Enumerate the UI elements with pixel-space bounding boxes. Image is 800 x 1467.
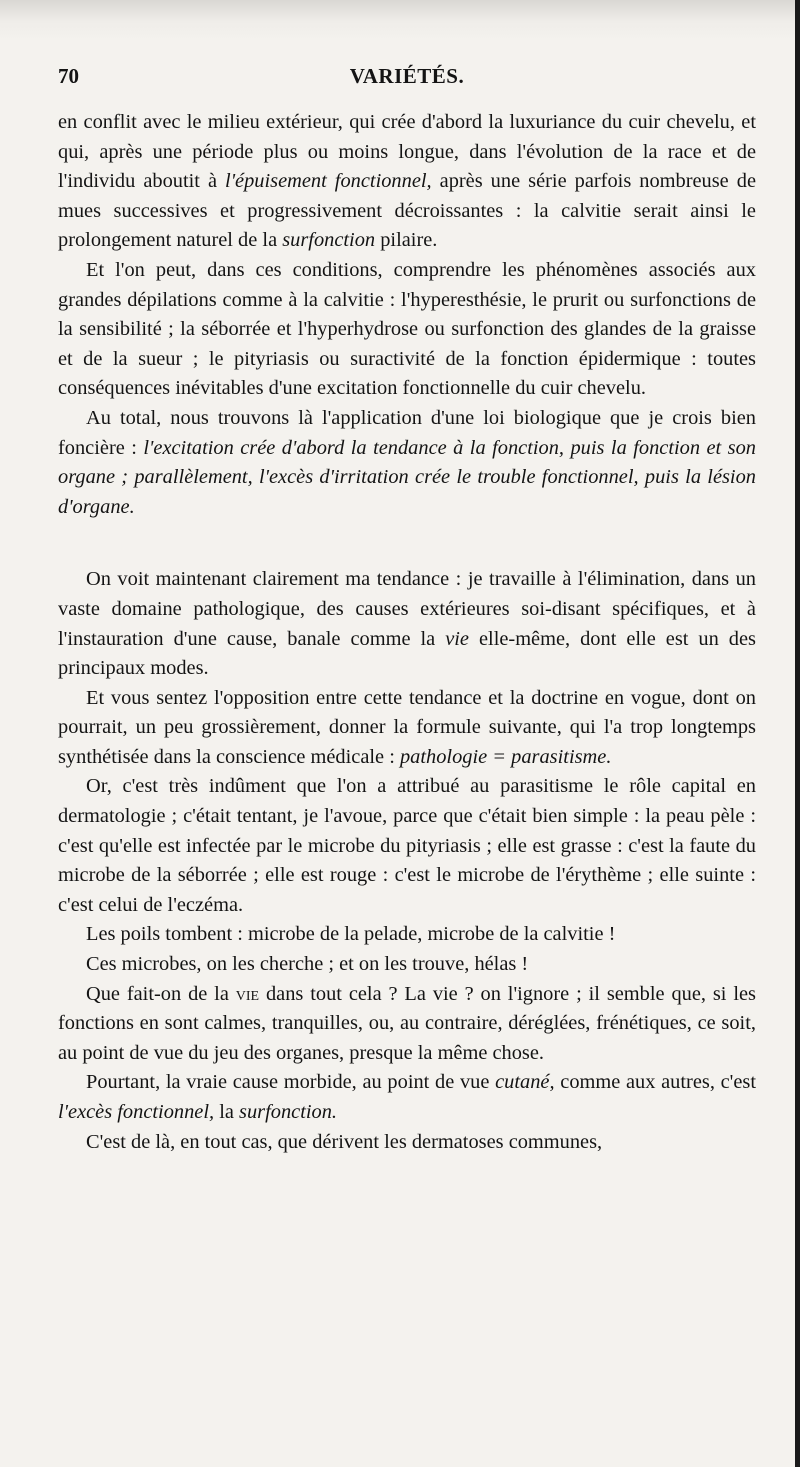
paragraph-7: Les poils tombent : microbe de la pelade, microbe de la calvitie ! <box>86 923 616 946</box>
text-run: dans tout cela ? La vie ? on l'ignore ; il semble que, si les fonctions en sont calmes, tranquilles, ou, au contraire, déréglées, frénétiques, ce soit, au point de vue du jeu des organes, presque la même chose. <box>58 982 756 1064</box>
text-run: Que fait-on de la <box>86 982 236 1005</box>
emphasis: pathologie = parasitisme. <box>399 745 612 768</box>
text-run: en conflit avec le milieu extérieur, qui crée d'abord la luxuriance du cuir chevelu, et qui, après une période plus ou moins longue, dans l'évolution de la race et de l'individu aboutit à <box>58 111 756 193</box>
text-run: Au total, nous trouvons là l'application d'une loi biologique que je crois bien foncière : <box>58 406 756 459</box>
text-run: Et vous sentez l'opposition entre cette tendance et la doctrine en vogue, dont on pourrait, un peu grossièrement, donner la formule suivante, qui l'a trop longtemps synthétisée dans la conscience médicale : <box>58 686 756 768</box>
page-header <box>58 64 756 94</box>
text-run: la <box>214 1101 240 1123</box>
paragraph-9 <box>58 980 756 1069</box>
paragraph-6: Or, c'est très indûment que l'on a attribué au parasitisme le rôle capital en dermatologie ; c'était tentant, je l'avoue, parce que c'était bien simple : la peau pèle : c'est qu'elle est infectée par le microbe du pityriasis ; elle est grasse : c'est la faute du microbe de la séborrée ; elle est rouge : c'est le microbe de l'érythème ; elle suinte : c'est celui de l'eczéma. <box>58 775 756 916</box>
running-head: VARIÉTÉS. <box>349 64 465 88</box>
paragraph-2: Et l'on peut, dans ces conditions, comprendre les phénomènes associés aux grandes dépilations comme à la calvitie : l'hyperesthésie, le prurit ou surfonctions de la sensibilité ; la séborrée et l'hyperhydrose ou surfonction des glandes de la graisse et de la sueur ; le pityriasis ou suractivité de la fonction épidermique : toutes conséquences inévitables d'une excitation fonctionnelle du cuir chevelu. <box>58 258 756 400</box>
paragraph-5 <box>58 684 756 773</box>
text-run: après une série parfois nombreuse de mues successives et progressivement décroissantes : la calvitie serait ainsi le prolongement naturel de la <box>58 170 756 252</box>
paragraph-1 <box>58 108 756 256</box>
paragraph-11: C'est de là, en tout cas, que dérivent les dermatoses communes, <box>86 1130 603 1153</box>
paragraph-4 <box>58 565 756 683</box>
paragraph-10 <box>58 1068 756 1127</box>
text-run: elle-même, dont elle est un des principaux modes. <box>58 627 756 680</box>
emphasis: cutané, <box>495 1071 555 1094</box>
paragraph-3 <box>58 404 756 522</box>
emphasis: l'épuisement fonctionnel, <box>225 170 432 193</box>
emphasis: surfonction <box>282 229 376 252</box>
emphasis: l'excitation crée d'abord la tendance à la fonction, puis la fonction et son organe ; parallèlement, l'excès d'irritation crée le trouble fonctionnel, puis la lésion d'organe. <box>58 436 757 518</box>
paragraph-8: Ces microbes, on les cherche ; et on les trouve, hélas ! <box>86 953 529 976</box>
page-edge-shadow <box>795 0 800 1467</box>
page-number: 70 <box>58 64 79 88</box>
emphasis: surfonction. <box>239 1101 338 1123</box>
emphasis: vie <box>445 627 469 650</box>
text-run: Pourtant, la vraie cause morbide, au point de vue <box>86 1071 496 1094</box>
text-run: On voit maintenant clairement ma tendance : je travaille à l'élimination, dans un vaste domaine pathologique, des causes extérieures soi-disant spécifiques, et à l'instauration d'une cause, banale comme la <box>58 568 756 650</box>
body-text <box>58 108 756 1157</box>
emphasis: l'excès fonctionnel, <box>58 1101 215 1123</box>
text-run: pilaire. <box>375 229 438 252</box>
section-break <box>58 522 756 565</box>
text-run: comme aux autres, c'est <box>554 1071 756 1094</box>
small-caps-word: vie <box>235 982 260 1005</box>
